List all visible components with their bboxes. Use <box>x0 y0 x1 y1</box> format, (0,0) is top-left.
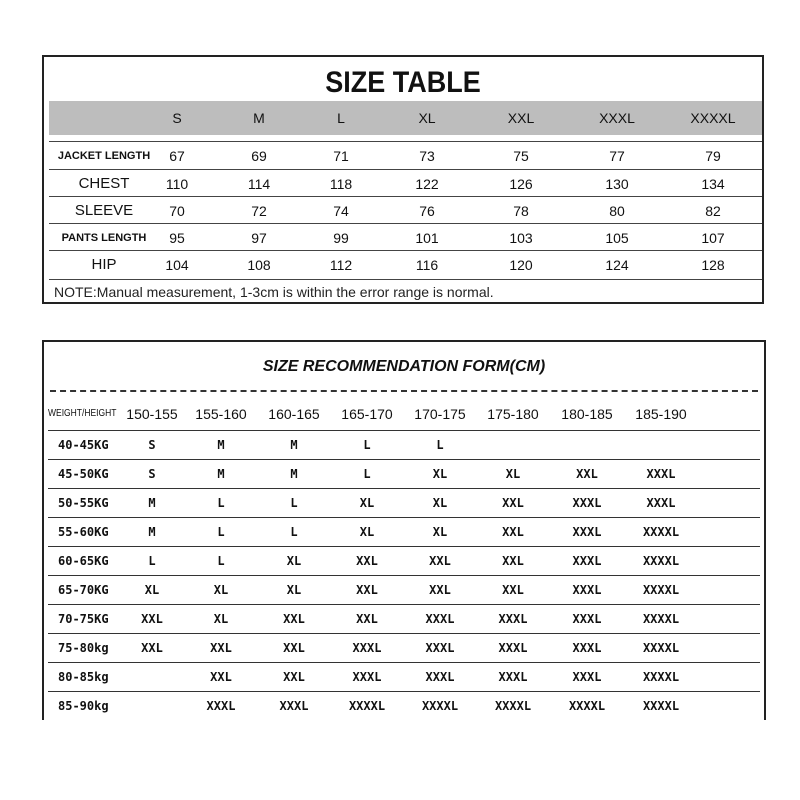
measurement-value: 120 <box>509 256 533 273</box>
measurement-value: 110 <box>165 175 189 192</box>
height-range-header: 185-190 <box>635 406 687 422</box>
weight-range-label: 70-75KG <box>58 612 109 626</box>
measurement-label: HIP <box>91 256 117 273</box>
recommended-size <box>115 692 189 720</box>
size-table-title: SIZE TABLE <box>325 66 481 99</box>
recommended-size: XXL <box>429 583 451 597</box>
measurement-value: 73 <box>419 147 435 164</box>
recommended-size: L <box>217 496 225 510</box>
size-header-cell: M <box>253 110 265 126</box>
recommended-size: XXXXL <box>642 641 680 655</box>
recommended-size: XXXXL <box>494 699 532 713</box>
recommended-size: XXXL <box>498 670 528 684</box>
measurement-value: 95 <box>169 229 185 246</box>
measurement-value: 103 <box>509 229 533 246</box>
recommended-size: XXXL <box>572 641 602 655</box>
recommended-size: XXXL <box>279 699 309 713</box>
measurement-label: JACKET LENGTH <box>57 149 151 162</box>
recommended-size: XXXL <box>572 612 602 626</box>
recommended-size: M <box>290 438 298 452</box>
size-header-row <box>49 101 762 135</box>
measurement-value: 128 <box>701 256 725 273</box>
size-table-row <box>49 169 762 197</box>
recommended-size: XXXXL <box>421 699 459 713</box>
recommendation-row <box>48 488 760 517</box>
recommendation-row <box>48 662 760 691</box>
recommended-size: XXXXL <box>642 670 680 684</box>
recommended-size: XXXL <box>206 699 236 713</box>
recommended-size: XXXL <box>498 612 528 626</box>
recommended-size: L <box>217 554 225 568</box>
measurement-value: 130 <box>605 175 629 192</box>
measurement-value: 80 <box>609 202 625 219</box>
recommendation-row <box>48 546 760 575</box>
recommended-size: L <box>436 438 444 452</box>
recommended-size: XL <box>144 583 160 597</box>
recommended-size: XXL <box>429 554 451 568</box>
recommended-size: L <box>363 438 371 452</box>
recommended-size: XXXL <box>498 641 528 655</box>
recommended-size: L <box>148 554 156 568</box>
recommended-size: XXXL <box>425 670 455 684</box>
recommended-size: XL <box>432 525 448 539</box>
height-range-header: 175-180 <box>487 406 539 422</box>
recommendation-row <box>48 575 760 604</box>
recommended-size: L <box>290 496 298 510</box>
height-range-header: 180-185 <box>561 406 613 422</box>
recommendation-row <box>48 604 760 633</box>
recommendation-row <box>48 517 760 546</box>
recommended-size: XXL <box>502 583 524 597</box>
recommended-size: XXXL <box>572 670 602 684</box>
weight-range-label: 55-60KG <box>58 525 109 539</box>
recommended-size: XL <box>359 525 375 539</box>
recommended-size: XL <box>286 583 302 597</box>
weight-range-label: 40-45KG <box>58 438 109 452</box>
recommended-size: XXL <box>356 554 378 568</box>
recommended-size: XXXXL <box>642 699 680 713</box>
height-range-header: 150-155 <box>126 406 178 422</box>
weight-range-label: 65-70KG <box>58 583 109 597</box>
measurement-label: CHEST <box>78 175 130 192</box>
measurement-value: 122 <box>415 175 439 192</box>
recommended-size: M <box>148 525 156 539</box>
recommended-size: M <box>148 496 156 510</box>
measurement-value: 76 <box>419 202 435 219</box>
measurement-value: 114 <box>247 175 271 192</box>
measurement-value: 112 <box>329 256 353 273</box>
weight-height-label: WEIGHT/HEIGHT <box>48 408 117 419</box>
measurement-value: 107 <box>701 229 725 246</box>
recommended-size: XXXL <box>352 641 382 655</box>
weight-range-label: 45-50KG <box>58 467 109 481</box>
recommended-size <box>624 431 698 459</box>
recommended-size: XXL <box>283 641 305 655</box>
recommended-size: XXL <box>141 612 163 626</box>
recommended-size <box>476 431 550 459</box>
recommendation-row <box>48 633 760 662</box>
size-note: NOTE:Manual measurement, 1-3cm is within the error range is normal. <box>54 284 494 300</box>
recommended-size: XL <box>359 496 375 510</box>
size-table <box>42 55 764 304</box>
recommended-size: XXXXL <box>348 699 386 713</box>
size-table-row <box>49 223 762 251</box>
recommended-size: XXXL <box>425 612 455 626</box>
recommendation-row <box>48 691 760 720</box>
recommended-size: XXL <box>502 554 524 568</box>
recommended-size: XL <box>505 467 521 481</box>
weight-range-label: 50-55KG <box>58 496 109 510</box>
size-table-row <box>49 250 762 278</box>
measurement-value: 71 <box>333 147 349 164</box>
recommended-size: L <box>217 525 225 539</box>
recommended-size: XXL <box>210 670 232 684</box>
measurement-value: 82 <box>705 202 721 219</box>
recommended-size: XXXL <box>572 554 602 568</box>
measurement-value: 126 <box>509 175 533 192</box>
measurement-value: 118 <box>329 175 353 192</box>
recommended-size <box>115 663 189 691</box>
recommended-size: L <box>290 525 298 539</box>
measurement-value: 75 <box>513 147 529 164</box>
recommended-size: L <box>363 467 371 481</box>
recommended-size: XXL <box>210 641 232 655</box>
measurement-value: 79 <box>705 147 721 164</box>
measurement-value: 104 <box>165 256 189 273</box>
recommended-size: XL <box>213 583 229 597</box>
size-header-cell: XL <box>418 110 436 126</box>
recommended-size: XXXXL <box>642 554 680 568</box>
measurement-value: 72 <box>251 202 267 219</box>
recommended-size: XXXL <box>572 583 602 597</box>
recommendation-table <box>42 340 766 720</box>
measurement-value: 99 <box>333 229 349 246</box>
measurement-value: 69 <box>251 147 267 164</box>
recommended-size: XXXL <box>572 496 602 510</box>
height-range-header: 165-170 <box>341 406 393 422</box>
recommended-size: XL <box>432 496 448 510</box>
recommended-size: XXXXL <box>642 583 680 597</box>
recommended-size: S <box>148 438 156 452</box>
size-header-cell: L <box>337 110 345 126</box>
measurement-label: SLEEVE <box>74 202 134 219</box>
measurement-value: 124 <box>605 256 629 273</box>
recommended-size: XXXL <box>425 641 455 655</box>
recommended-size: XXL <box>576 467 598 481</box>
recommended-size: XXL <box>356 583 378 597</box>
recommended-size: XXXL <box>646 467 676 481</box>
recommended-size: XXL <box>356 612 378 626</box>
measurement-value: 78 <box>513 202 529 219</box>
note-divider <box>49 279 762 280</box>
size-header-cell: S <box>172 110 182 126</box>
size-table-row <box>49 141 762 169</box>
recommendation-row <box>48 459 760 488</box>
recommended-size: M <box>290 467 298 481</box>
dashed-divider <box>50 390 758 392</box>
measurement-value: 70 <box>169 202 185 219</box>
recommendation-header-row <box>44 404 764 426</box>
size-header-cell: XXXL <box>599 110 635 126</box>
recommended-size: XXXL <box>352 670 382 684</box>
recommended-size: S <box>148 467 156 481</box>
recommended-size: XL <box>432 467 448 481</box>
recommended-size: XXXXL <box>642 525 680 539</box>
measurement-value: 116 <box>415 256 439 273</box>
recommended-size: XXL <box>141 641 163 655</box>
measurement-value: 77 <box>609 147 625 164</box>
recommended-size: XXL <box>502 496 524 510</box>
recommended-size: XXXL <box>646 496 676 510</box>
weight-range-label: 75-80kg <box>58 641 109 655</box>
size-table-row <box>49 196 762 224</box>
recommendation-row <box>48 430 760 459</box>
weight-range-label: 85-90kg <box>58 699 109 713</box>
recommended-size: XXL <box>283 670 305 684</box>
measurement-value: 105 <box>605 229 629 246</box>
measurement-value: 74 <box>333 202 349 219</box>
measurement-value: 108 <box>247 256 271 273</box>
recommended-size: XL <box>286 554 302 568</box>
weight-range-label: 80-85kg <box>58 670 109 684</box>
recommended-size <box>550 431 624 459</box>
height-range-header: 170-175 <box>414 406 466 422</box>
measurement-label: PANTS LENGTH <box>61 231 147 244</box>
measurement-value: 101 <box>415 229 439 246</box>
measurement-value: 134 <box>701 175 725 192</box>
recommended-size: M <box>217 438 225 452</box>
size-header-cell: XXL <box>507 110 535 126</box>
recommendation-title: SIZE RECOMMENDATION FORM(CM) <box>262 358 546 375</box>
height-range-header: 160-165 <box>268 406 320 422</box>
weight-range-label: 60-65KG <box>58 554 109 568</box>
recommended-size: XXXL <box>572 525 602 539</box>
recommended-size: XXXXL <box>568 699 606 713</box>
measurement-value: 97 <box>251 229 267 246</box>
height-range-header: 155-160 <box>195 406 247 422</box>
recommended-size: XL <box>213 612 229 626</box>
recommended-size: M <box>217 467 225 481</box>
recommended-size: XXL <box>283 612 305 626</box>
measurement-value: 67 <box>169 147 185 164</box>
recommended-size: XXL <box>502 525 524 539</box>
size-header-cell: XXXXL <box>690 110 736 126</box>
recommended-size: XXXXL <box>642 612 680 626</box>
